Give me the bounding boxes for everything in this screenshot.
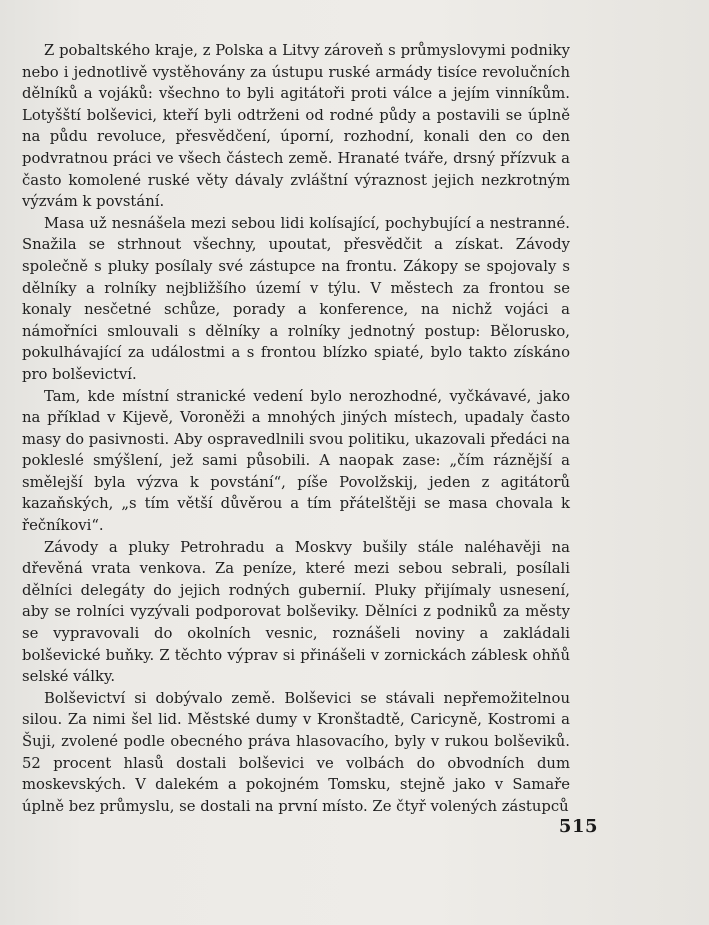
paragraph: Tam, kde místní stranické vedení bylo nerozhodné, vyčkávavé, jako na příklad v Kijevě, Voroněži a mnohých jiných místech, upadaly často masy do pasivnosti. Aby ospravedlnili svou politiku, ukazovali předáci na pokleslé smýšlení, jež sami působili. A naopak zase: „čím ráznější a smělejší byla výzva k povstání“, píše Povolžskij, jeden z agitátorů kazaňských, „s tím větší důvěrou a tím přátelštěji se masa chovala k řečníkovi“.: [22, 387, 570, 535]
paragraph: Masa už nesnášela mezi sebou lidi kolísající, pochybující a nestranné. Snažila se strhnout všechny, upoutat, přesvědčit a získat. Závody společně s pluky posílaly své zástupce na frontu. Zákopy se spojovaly s dělníky a rolníky nejbližšího území v týlu. V městech za frontou se konaly nesčetné schůze, porady a konference, na nichž vojáci a námořníci smlouvali s dělníky a rolníky jednotný postup: Bělorusko, pokulhávající za událostmi a s frontou blízko spiaté, bylo takto získáno pro bolševictví.: [22, 214, 570, 383]
paragraph: Bolševictví si dobývalo země. Bolševici se stávali nepřemožitelnou silou. Za nimi šel lid. Městské dumy v Kronštadtě, Caricyně, Kostromi a Šuji, zvolené podle obecného práva hlasovacího, byly v rukou bolševiků. 52 procent hlasů dostali bolševici ve volbách do obvodních dum moskevských. V dalekém a pokojném Tomsku, stejně jako v Samaře úplně bez průmyslu, se dostali na první místo. Ze čtyř volených zástupců: [22, 689, 570, 815]
body-text: [22, 40, 570, 817]
paragraph: Z pobaltského kraje, z Polska a Litvy zároveň s průmyslovymi podniky nebo i jednotlivě vystěhovány za ústupu ruské armády tisíce revolučních dělníků a vojáků: všechno to byli agitátoři proti válce a jejím vinníkům. Lotyšští bolševici, kteří byli odtrženi od rodné půdy a postavili se úplně na půdu revoluce, přesvědčení, úporní, rozhodní, konali den co den podvratnou práci ve všech částech země. Hranaté tváře, drsný přízvuk a často komolené ruské věty dávaly zvláštní výraznost jejich nezkrotným výzvám k povstání.: [22, 42, 570, 211]
paragraph: Závody a pluky Petrohradu a Moskvy bušily stále naléhavěji na dřevěná vrata venkova. Za peníze, které mezi sebou sebrali, posílali dělníci delegáty do jejich rodných gubernií. Pluky přijímaly usnesení, aby se rolníci vyzývali podporovat bolševiky. Dělníci z podniků za městy se vypravovali do okolních vesnic, roznášeli noviny a zakládali bolševické buňky. Z těchto výprav si přinášeli v zornickách záblesk ohňů selské války.: [22, 538, 570, 686]
page-number: 515: [558, 816, 598, 837]
